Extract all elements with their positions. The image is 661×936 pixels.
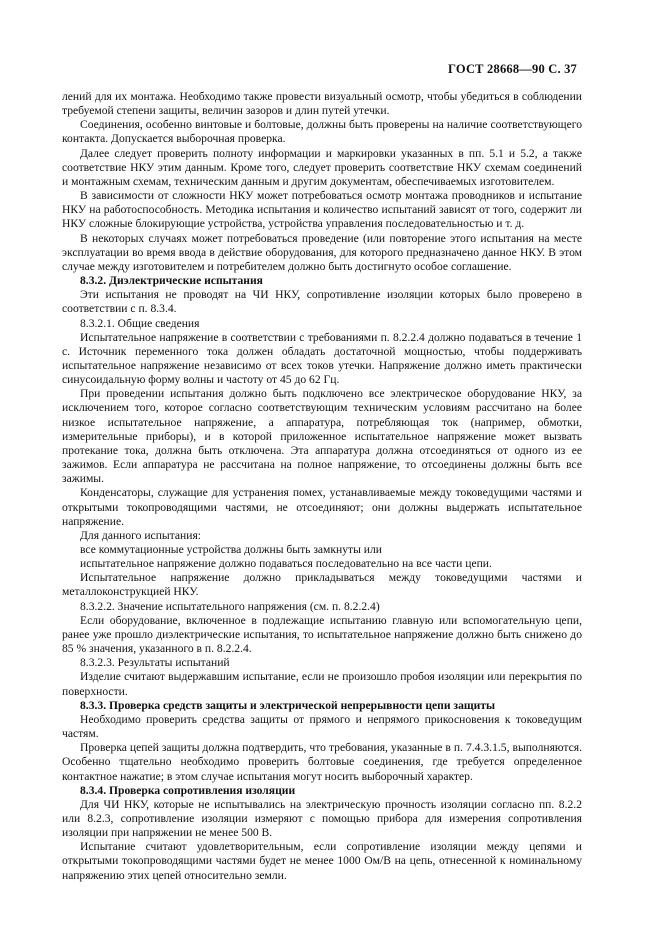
- paragraph: В некоторых случаях может потребоваться проведение (или повторение этого испытания на месте эксплуатации во время ввода в действие оборудования, для которого предназначено данное НКУ. В этом случае между изготовителем и потребителем должно быть достигнуто особое соглашение.: [62, 231, 582, 273]
- paragraph: все коммутационные устройства должны быть замкнуты или: [80, 543, 382, 556]
- section-heading: 8.3.4. Проверка сопротивления изоляции: [80, 783, 296, 797]
- paragraph: Если оборудование, включенное в подлежащие испытанию главную или вспомогательную цепи, ранее уже прошло диэлектрические испытания, то испытательное напряжение должно быть снижено до 85 % значения, указанного в п. 8.2.2.4.: [62, 613, 582, 656]
- subsection-title: 8.3.2.3. Результаты испытаний: [80, 656, 230, 670]
- paragraph: Изделие считают выдержавшим испытание, если не произошло пробоя изоляции или перекрытия по поверхности.: [62, 670, 582, 698]
- paragraph: Испытание считают удовлетворительным, если сопротивление изоляции между цепями и открытыми токопроводящими частями будет не менее 1000 Ом/В на цепь, отнесенной к номинальному напряжению этих цепей относительно земли.: [62, 840, 582, 882]
- paragraph: лений для их монтажа. Необходимо также провести визуальный осмотр, чтобы убедиться в соблюдении требуемой степени защиты, величин зазоров и длин путей утечки.: [62, 90, 582, 118]
- paragraph: Для ЧИ НКУ, которые не испытывались на электрическую прочность изоляции согласно пп. 8.2.2 или 8.2.3, сопротивление изоляции измеряют с помощью прибора для измерения сопротивления изоляции при напряжении не менее 500 В.: [62, 797, 582, 840]
- paragraph: Далее следует проверить полноту информации и маркировки указанных в пп. 5.1 и 5.2, а также соответствие НКУ этим данным. Кроме того, следует проверить соответствие НКУ схемам соединений и монтажным схемам, техническим данным и другим документам, обеспечиваемых изготовителем.: [62, 146, 582, 188]
- paragraph: Испытательное напряжение должно прикладываться между токоведущими частями и металлоконструкцией НКУ.: [62, 571, 582, 599]
- section-heading: 8.3.3. Проверка средств защиты и электрической непрерывности цепи защиты: [80, 698, 496, 712]
- paragraph: испытательное напряжение должно подаваться последовательно на все части цепи.: [80, 557, 492, 571]
- section-heading: 8.3.2. Диэлектрические испытания: [80, 274, 263, 288]
- paragraph: Эти испытания не проводят на ЧИ НКУ, сопротивление изоляции которых было проверено в соответствии с п. 8.3.4.: [62, 288, 582, 316]
- paragraph: Конденсаторы, служащие для устранения помех, устанавливаемые между токоведущими частями и открытыми токопроводящими частями, не отсоединяют; они должны выдержать испытательное напряжение.: [62, 486, 582, 528]
- subsection-title: 8.3.2.1. Общие сведения: [80, 316, 200, 330]
- paragraph: Соединения, особенно винтовые и болтовые, должны быть проверены на наличие соответствующего контакта. Допускается выборочная проверка.: [62, 118, 582, 146]
- subsection-title: 8.3.2.2. Значение испытательного напряжения (см. п. 8.2.2.4): [80, 599, 380, 613]
- page-header: ГОСТ 28668—90 С. 37: [448, 62, 577, 76]
- document-body: [62, 90, 582, 883]
- paragraph: При проведении испытания должно быть подключено все электрическое оборудование НКУ, за исключением того, которое согласно соответствующим техническим условиям рассчитано на более низкое испытательное напряжение, а аппаратура, потребляющая ток (например, обмотки, измерительные приборы), и в которой приложенное испытательное напряжение может вызвать протекание тока, должна быть отключена. Эта аппаратура должна отсоединяться от одного из ее зажимов. Если аппаратура не рассчитана на полное напряжение, то отсоединены должны быть все зажимы.: [62, 387, 582, 486]
- paragraph: Проверка цепей защиты должна подтвердить, что требования, указанные в п. 7.4.3.1.5, выполняются. Особенно тщательно необходимо проверить болтовые соединения, где требуется определенное контактное нажатие; в этом случае испытания могут носить выборочный характер.: [62, 741, 582, 783]
- paragraph: Необходимо проверить средства защиты от прямого и непрямого прикосновения к токоведущим частям.: [62, 712, 582, 741]
- paragraph: Для данного испытания:: [80, 528, 201, 542]
- paragraph: Испытательное напряжение в соответствии с требованиями п. 8.2.2.4 должно подаваться в течение 1 с. Источник переменного тока должен обладать достаточной мощностью, чтобы поддерживать испытательное напряжение независимо от всех токов утечки. Напряжение должно иметь практически синусоидальную форму волны и частоту от 45 до 62 Гц.: [62, 330, 582, 387]
- paragraph: В зависимости от сложности НКУ может потребоваться осмотр монтажа проводников и испытание НКУ на работоспособность. Методика испытания и количество испытаний зависят от того, содержит ли НКУ сложные блокирующие устройства, устройства управления последовательностью и т. д.: [62, 189, 582, 231]
